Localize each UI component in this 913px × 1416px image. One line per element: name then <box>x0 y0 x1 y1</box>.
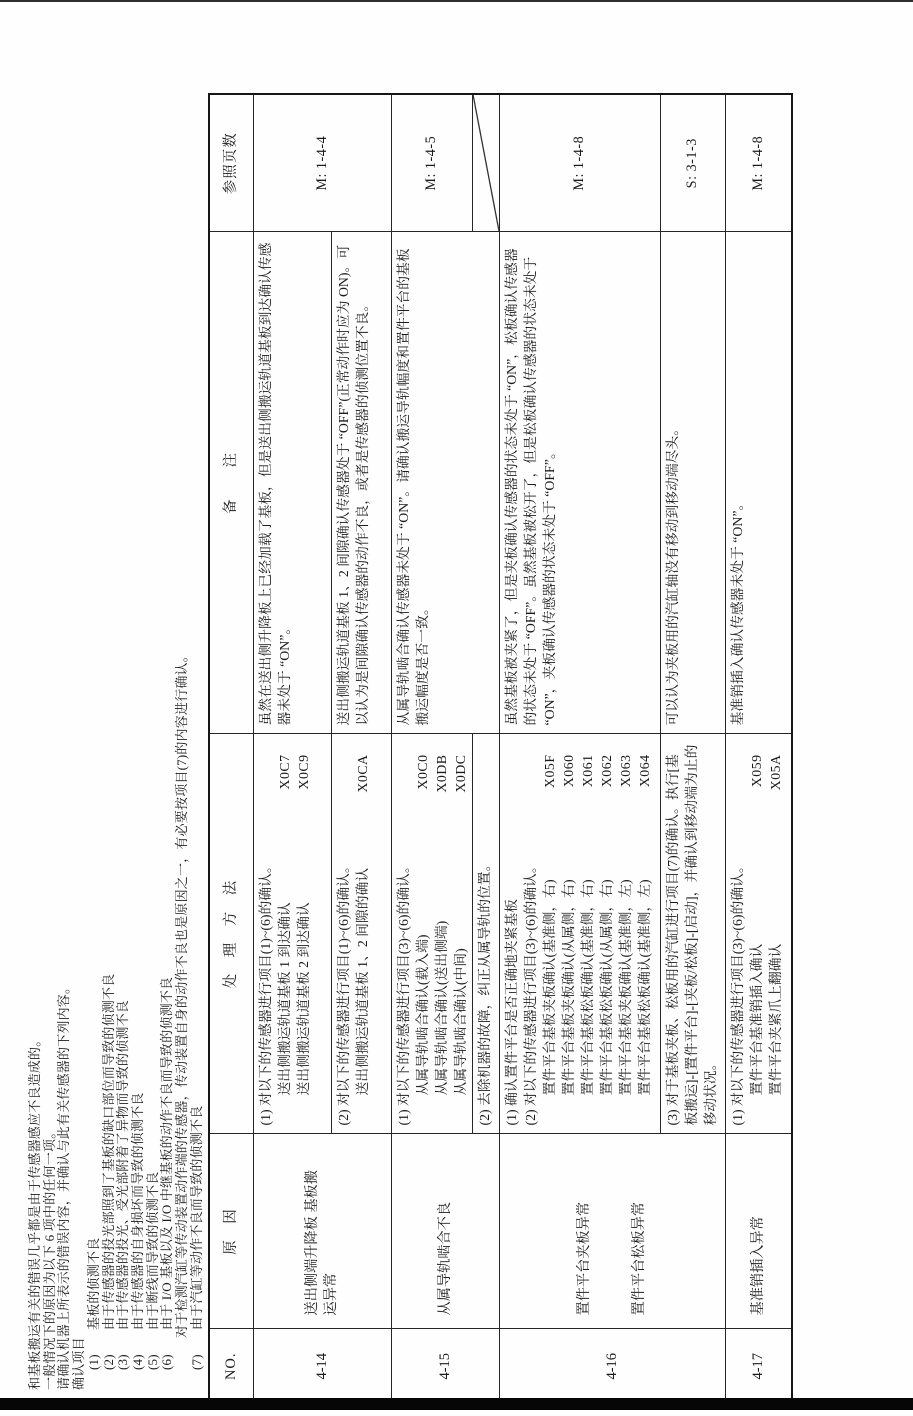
sensor-line <box>616 743 635 1126</box>
sensor-line <box>451 743 470 1126</box>
cause-cell-4-15: 从属导轨啮合不良 <box>391 1134 499 1329</box>
sensor-line <box>353 743 372 1126</box>
remark-cell-4-14-1: 虽然在送出侧升降板上已经加载了基板，但是送出侧搬运轨道基板到达确认传感器未处于 “ON”。 <box>253 232 331 734</box>
confirm-item-5: (5)由于断线而导致的侦测不良 <box>144 1171 160 1370</box>
intro-block <box>28 649 204 1390</box>
ref-cell-4-15-1: M: 1-4-5 <box>391 94 472 232</box>
sensor-code: X0DB <box>433 754 449 793</box>
confirm-item-3: (3)由于传感器的投光、受光部附着了异物而导致的侦测不良 <box>115 999 131 1370</box>
table-row-4-17 <box>725 94 792 1404</box>
intro-line-2: 一般情况下的原因为以下 6 项中的任何一项。 <box>41 1125 57 1390</box>
treatment-cell-4-14-1 <box>253 734 331 1134</box>
sensor-code: X05A <box>767 754 783 791</box>
sensor-name: 从属导轨啮合确认(载入端) <box>414 934 430 1096</box>
step-text: (2) 对以下的传感器进行项目(3)~(6)的确认。 <box>522 859 538 1126</box>
sensor-code: X062 <box>598 754 614 788</box>
sensor-code: X059 <box>748 754 764 788</box>
step-text: (1) 对以下的传感器进行项目(3)~(6)的确认。 <box>729 859 745 1126</box>
sensor-code: X0C9 <box>295 754 311 790</box>
na-slash-icon <box>473 95 499 232</box>
sensor-line <box>578 743 597 1126</box>
step-text: (1) 对以下的传感器进行项目(3)~(6)的确认。 <box>395 859 411 1126</box>
remark-cell-4-14-2: 送出侧搬运轨道基板 1、2 间隙确认传感器处于 “OFF”(正常动作时应为 ON)。可以认为是间隙确认传感器的动作不良，或者是传感器的侦测位置不良。 <box>331 232 391 734</box>
sensor-line <box>294 743 313 1126</box>
cause-line-2: 置件平台松板异常 <box>631 1201 647 1316</box>
step-text: (2) 去除机器的故障，纠正从属导轨的位置。 <box>476 857 492 1126</box>
sensor-line <box>747 743 766 1126</box>
intro-line-4: 确认项目 <box>71 1337 87 1390</box>
table-row-4-14-1 <box>253 94 331 1404</box>
treatment-cell-4-16-1 <box>499 734 660 1134</box>
cause-cell-4-14: 送出侧端升降板 基板搬运异常 <box>253 1134 391 1329</box>
sensor-name: 置件平台基板夹板确认(基准侧，右) <box>541 879 557 1096</box>
sensor-name: 送出侧搬运轨道基板 2 到达确认 <box>295 902 311 1096</box>
sensor-name: 置件平台基板松板确认(从属侧，右) <box>598 879 614 1096</box>
confirm-item-7: (7)由于汽缸等动作不良而导致的侦测不良 <box>188 1105 204 1370</box>
troubleshooting-table <box>208 93 793 1405</box>
treatment-cell-4-16-2 <box>660 734 725 1134</box>
step-text: (3) 对于基板夹板、松板用的汽缸进行项目(7)的确认。执行[基板搬运]-[置件平台]-[夹板/松板]-[启动]，并确认到移动端为止的移动状况。 <box>664 744 718 1126</box>
sensor-name: 置件平台基板夹板确认(基准侧，左) <box>617 879 633 1096</box>
sensor-code: X0DC <box>452 754 468 793</box>
no-cell-4-14: 4-14 <box>253 1329 391 1404</box>
cause-cell-4-17: 基准销插入异常 <box>725 1134 792 1329</box>
sensor-name: 送出侧搬运轨道基板 1 到达确认 <box>276 902 292 1096</box>
cylinder-note-line: 对于检测汽缸等传动装置动作端的传感器，传动装置自身的动作不良也是原因之一，有必要按项目(7)的内容进行确认。 <box>174 649 190 1338</box>
remark-cell-4-16-2: 可以认为夹板用的汽缸轴没有移动到移动端尽头。 <box>660 232 725 734</box>
intro-line-3: 请确认机器上所表示的错误内容，并确认与此有关传感器的下列内容。 <box>56 980 72 1390</box>
no-cell-4-17: 4-17 <box>725 1329 792 1404</box>
sensor-line <box>540 743 559 1126</box>
troubleshooting-table-wrap <box>208 93 793 1405</box>
confirm-item-1: (1)基板的侦测不良 <box>85 1237 101 1370</box>
header-remark: 备 注 <box>209 232 253 734</box>
step-text: (1) 对以下的传感器进行项目(1)~(6)的确认。 <box>257 859 273 1126</box>
sensor-name: 从属导轨啮合确认(中间) <box>452 948 468 1096</box>
sensor-line <box>635 743 654 1126</box>
confirm-item-2: (2)由于传感器的投光部照到了基板的缺口部位而导致的侦测不良 <box>100 973 116 1370</box>
sensor-name: 送出侧搬运轨道基板 1、2 间隙的确认 <box>354 867 370 1096</box>
ref-cell-4-17: M: 1-4-8 <box>725 94 792 232</box>
cause-cell-4-16 <box>499 1134 725 1329</box>
sensor-line <box>432 743 451 1126</box>
ref-cell-4-16-1: M: 1-4-8 <box>499 94 660 232</box>
sensor-line <box>766 743 785 1126</box>
table-row-4-15-1 <box>391 94 472 1404</box>
sensor-line <box>559 743 578 1126</box>
sensor-code: X05F <box>541 754 557 788</box>
sensor-name: 置件平台基准销插入确认 <box>748 943 764 1096</box>
sensor-code: X060 <box>560 754 576 788</box>
sensor-code: X0CA <box>354 754 370 793</box>
ref-cell-4-16-2: S: 3-1-3 <box>660 94 725 232</box>
step-text: (1) 确认置件平台是否正确地夹紧基板 <box>503 899 519 1126</box>
sensor-line <box>597 743 616 1126</box>
scan-edge-bottom <box>0 1398 913 1410</box>
sensor-code: X061 <box>579 754 595 788</box>
sensor-name: 置件平台基板松板确认(基准侧，左) <box>636 879 652 1096</box>
sensor-code: X063 <box>617 754 633 788</box>
remark-cell-4-15: 从属导轨啮合确认传感器未处于 “ON”。请确认搬运导轨幅度和置件平台的基板搬运幅度是否一致。 <box>391 232 499 734</box>
ref-cell-4-15-2 <box>472 94 499 232</box>
treatment-cell-4-17 <box>725 734 792 1134</box>
treatment-cell-4-15-1 <box>391 734 472 1134</box>
confirm-item-4: (4)由于传感器的自身损坏而导致的侦测不良 <box>129 1092 145 1370</box>
sensor-name: 置件平台基板松板确认(基准侧，右) <box>579 879 595 1096</box>
no-cell-4-16: 4-16 <box>499 1329 725 1404</box>
header-treatment: 处 理 方 法 <box>209 734 253 1134</box>
table-row-4-16-1 <box>499 94 660 1404</box>
sensor-code: X064 <box>636 754 652 788</box>
cause-line-1: 置件平台夹板异常 <box>576 1201 592 1316</box>
sensor-line <box>275 743 294 1126</box>
treatment-cell-4-15-2 <box>472 734 499 1134</box>
sensor-line <box>413 743 432 1126</box>
sensor-name: 置件平台基板夹板确认(从属侧，右) <box>560 879 576 1096</box>
confirm-item-6: (6)由于 I/O 基板以及 I/O 中继基板的动作不良而导致的侦测不良 <box>159 976 175 1370</box>
header-row <box>209 94 253 1404</box>
sensor-name: 从属导轨啮合确认(送出侧端) <box>433 920 449 1096</box>
no-cell-4-15: 4-15 <box>391 1329 499 1404</box>
scan-edge-top <box>0 0 913 2</box>
sensor-code: X0C0 <box>414 754 430 790</box>
remark-cell-4-16-1: 虽然基板被夹紧了，但是夹板确认传感器的状态未处于 “ON”，松板确认传感器的状态未处于 “OFF”。虽然基板被松开了，但是松板确认传感器的状态未处于 “ON”，夹板确认传感器的状态未处于 “OFF”。 <box>499 232 660 734</box>
sensor-name: 置件平台夹紧爪上翻确认 <box>767 943 783 1096</box>
header-cause: 原 因 <box>209 1134 253 1329</box>
sensor-code: X0C7 <box>276 754 292 790</box>
ref-cell-4-14: M: 1-4-4 <box>253 94 391 232</box>
step-text: (2) 对以下的传感器进行项目(1)~(6)的确认。 <box>335 859 351 1126</box>
header-no: NO. <box>209 1329 253 1404</box>
header-ref-page: 参照页数 <box>209 94 253 232</box>
intro-line-1: 和基板搬运有关的错误几乎都是由于传感器感应不良造成的。 <box>27 1033 42 1390</box>
remark-cell-4-17: 基准销插入确认传感器未处于 “ON”。 <box>725 232 792 734</box>
treatment-cell-4-14-2 <box>331 734 391 1134</box>
